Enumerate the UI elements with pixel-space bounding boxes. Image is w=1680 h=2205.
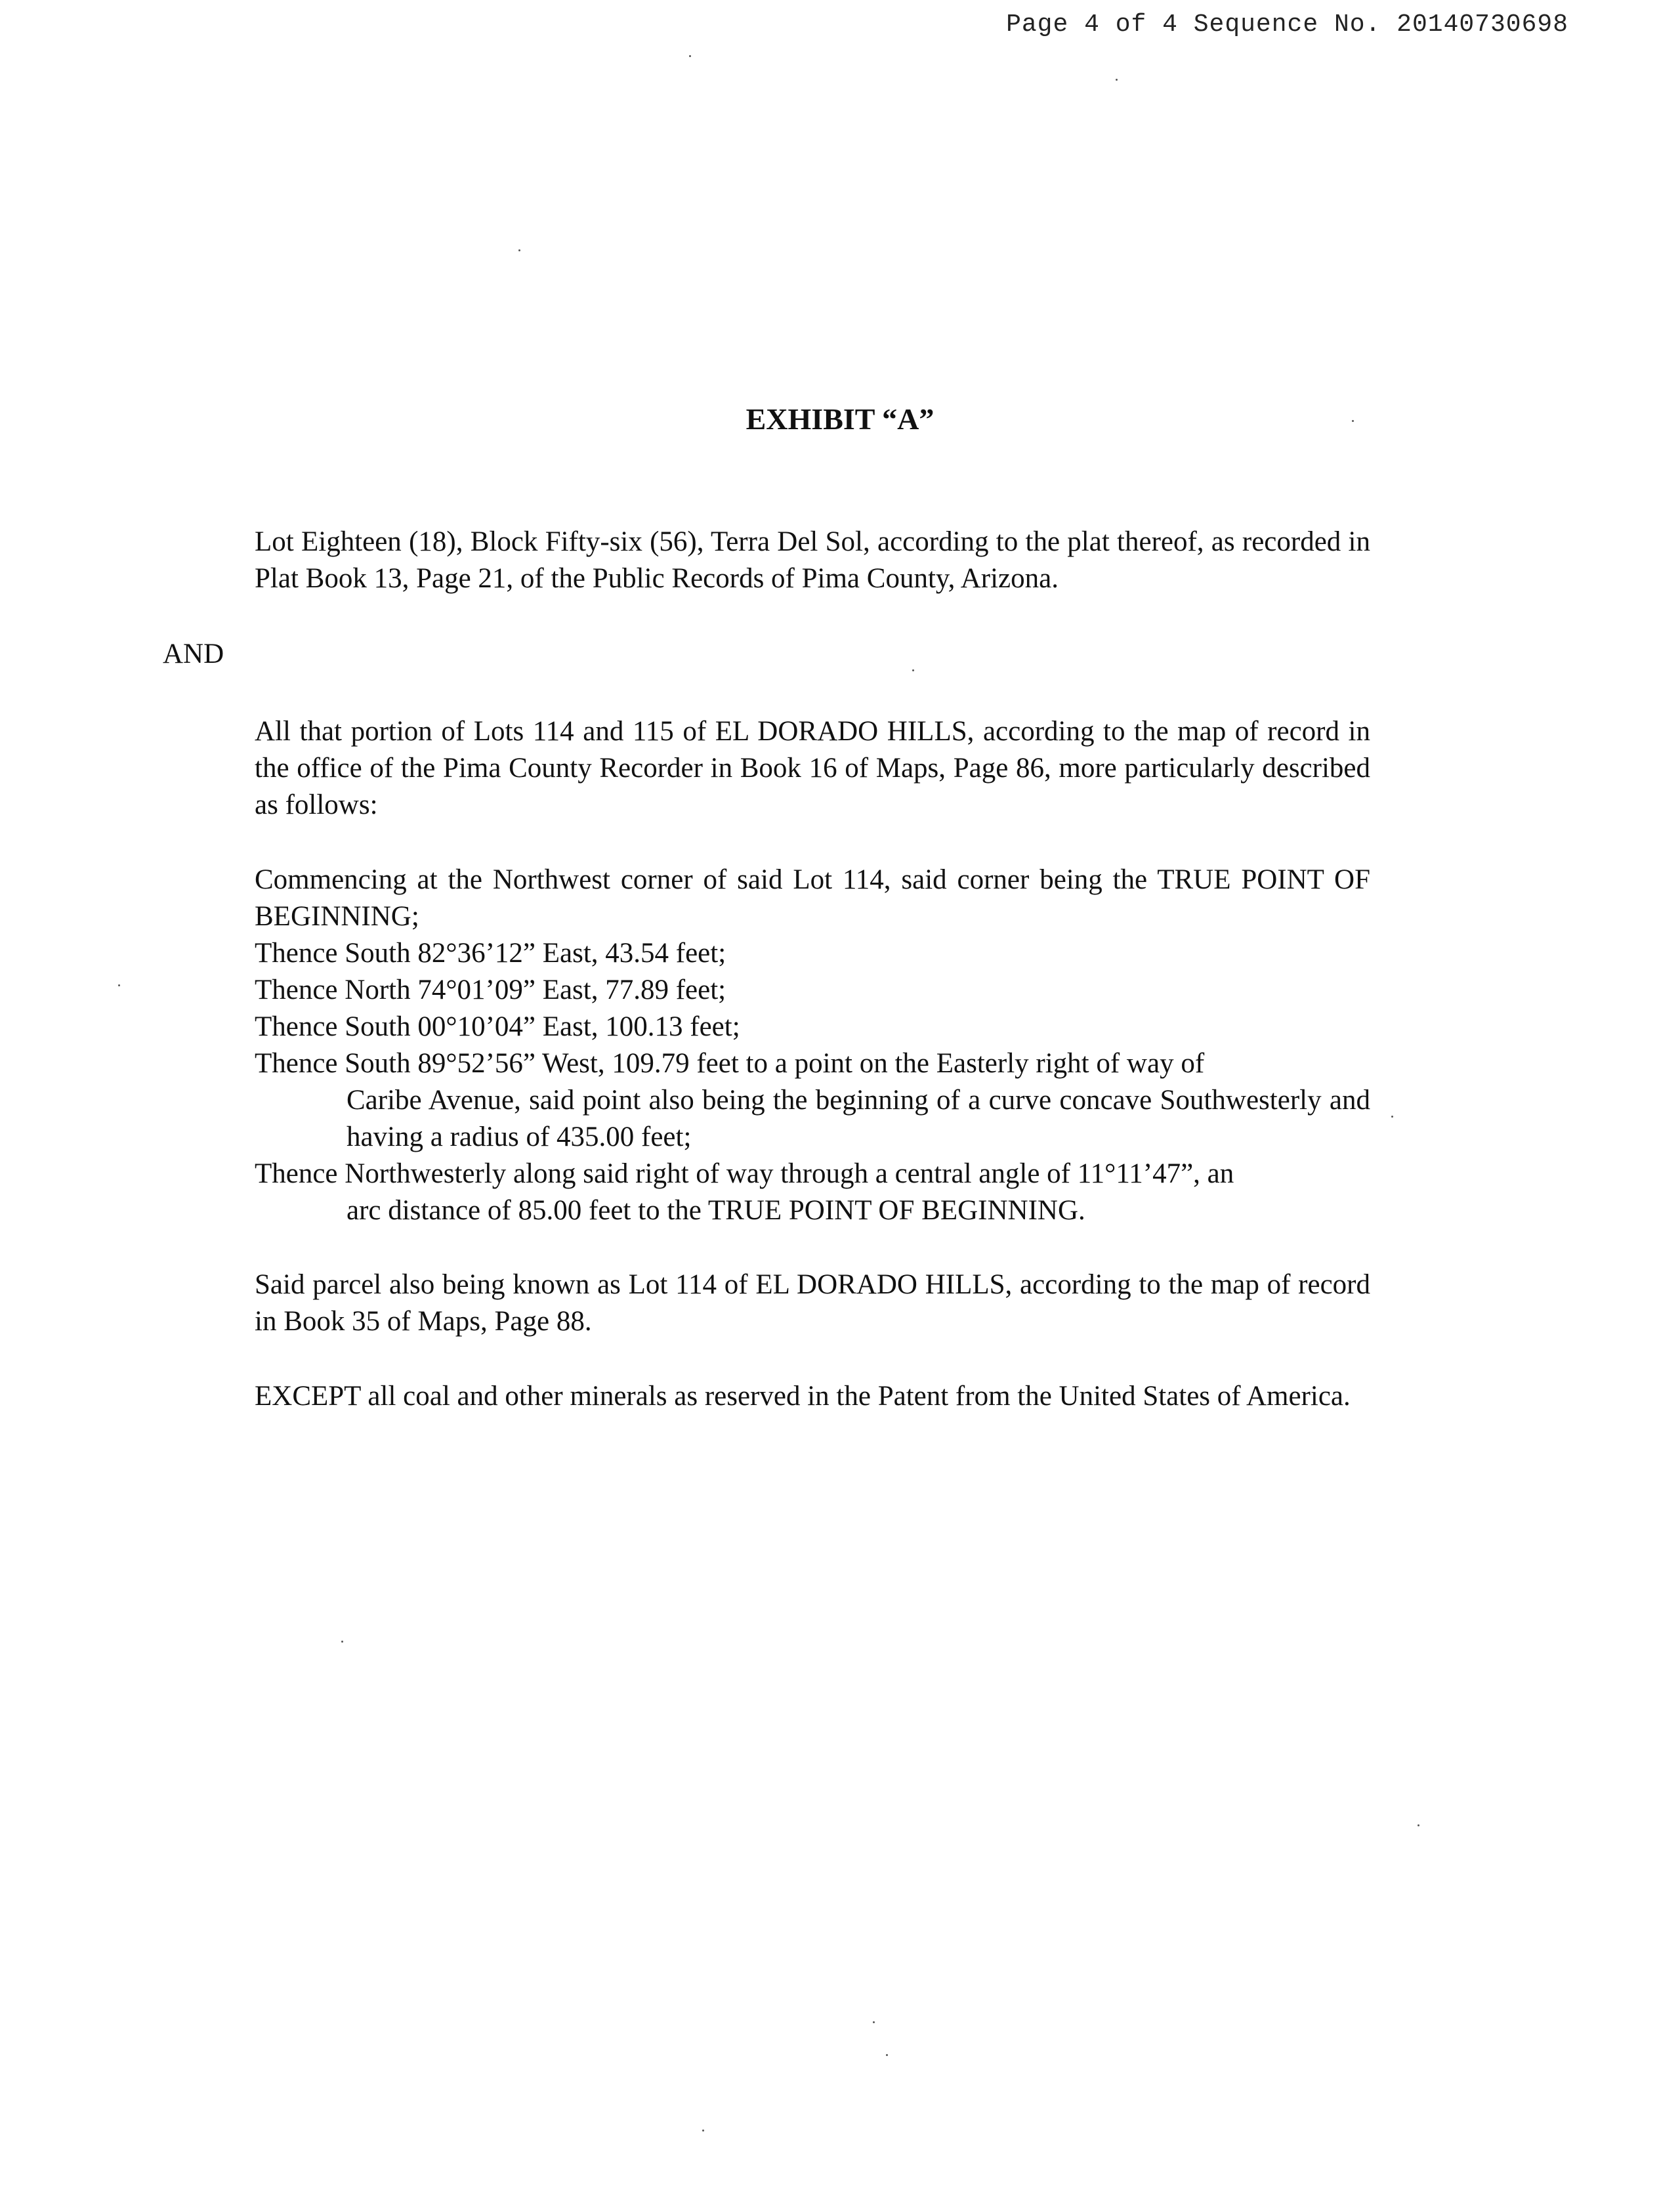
scan-speck [886, 2054, 888, 2056]
metes-and-bounds-description [255, 862, 1370, 1229]
paragraph-text: All that portion of Lots 114 and 115 of EL DORADO HILLS, according to the map of record in the office of the Pima County Recorder in Book 16 of Maps, Page 86, more particularly described as follows: [255, 716, 1370, 820]
course-line: Thence North 74°01’09” East, 77.89 feet; [255, 975, 726, 1005]
course-line-wrapped [255, 1045, 1370, 1156]
exhibit-title: EXHIBIT “A” [746, 402, 934, 436]
parcel-known-as-paragraph [255, 1267, 1370, 1340]
scan-speck [689, 55, 691, 57]
scan-speck [912, 669, 914, 671]
course-line-wrapped [255, 1156, 1370, 1229]
scan-speck [1418, 1824, 1419, 1826]
paragraph-text: Lot Eighteen (18), Block Fifty-six (56), Terra Del Sol, according to the plat thereof, as recorded in Plat Book 13, Page 21, of the Public Records of Pima County, Arizona. [255, 526, 1370, 594]
paragraph-text: EXCEPT all coal and other minerals as reserved in the Patent from the United States of America. [255, 1381, 1351, 1412]
scan-speck [518, 249, 520, 251]
course-line: Thence South 00°10’04” East, 100.13 feet; [255, 1011, 740, 1042]
scan-speck [1352, 420, 1354, 422]
page-sequence-stamp: Page 4 of 4 Sequence No. 20140730698 [1006, 10, 1568, 39]
and-separator: AND [163, 639, 224, 669]
scan-speck [118, 984, 120, 986]
scan-speck [702, 2130, 704, 2132]
portion-description-paragraph [255, 713, 1370, 824]
paragraph-text: Said parcel also being known as Lot 114 of EL DORADO HILLS, according to the map of record in Book 35 of Maps, Page 88. [255, 1269, 1370, 1337]
course-line-first: Thence South 89°52’56” West, 109.79 feet to a point on the Easterly right of way of [255, 1048, 1205, 1079]
scan-speck [873, 2021, 875, 2023]
scan-speck [1116, 79, 1118, 81]
scan-speck [341, 1641, 343, 1643]
lot-description-paragraph [255, 524, 1370, 597]
course-line: Thence South 82°36’12” East, 43.54 feet; [255, 938, 726, 969]
course-line-continued: Caribe Avenue, said point also being the beginning of a curve concave Southwesterly and having a radius of 435.00 feet; [346, 1085, 1370, 1152]
course-line-first: Thence Northwesterly along said right of way through a central angle of 11°11’47”, an [255, 1158, 1234, 1189]
mineral-exception-paragraph [255, 1378, 1370, 1415]
scan-speck [1391, 1116, 1393, 1118]
commencing-text: Commencing at the Northwest corner of said Lot 114, said corner being the TRUE POINT OF BEGINNING; [255, 864, 1370, 932]
course-line-continued: arc distance of 85.00 feet to the TRUE POINT OF BEGINNING. [346, 1195, 1085, 1226]
